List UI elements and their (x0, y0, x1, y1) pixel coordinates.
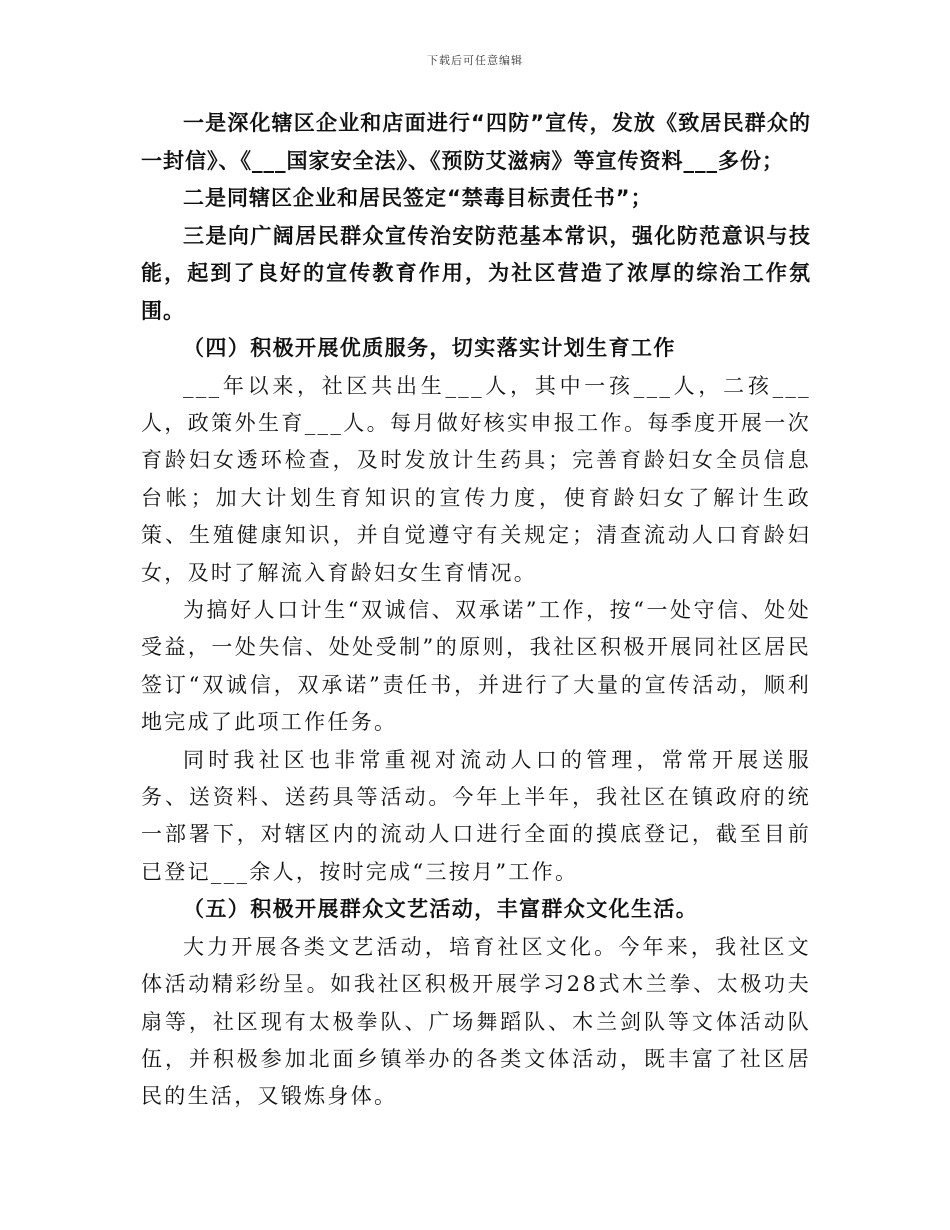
paragraph-propaganda-first: 一是深化辖区企业和店面进行“四防”宣传，发放《致居民群众的一封信》、《___国家安全法》、《预防艾滋病》等宣传资料___多份； (141, 111, 811, 173)
paragraph-floating-population: 同时我社区也非常重视对流动人口的管理，常常开展送服务、送资料、送药具等活动。今年上半年，我社区在镇政府的统一部署下，对辖区内的流动人口进行全面的摸底登记，截至目前已登记___余人，按时完成“三按月”工作。 (141, 747, 811, 884)
section-heading-culture: （五）积极开展群众文艺活动，丰富群众文化生活。 (183, 897, 699, 922)
section-heading-family-planning: （四）积极开展优质服务，切实落实计划生育工作 (183, 336, 676, 360)
document-body (141, 105, 811, 1116)
paragraph-births: ___年以来，社区共出生___人，其中一孩___人，二孩___人，政策外生育___人。每月做好核实申报工作。每季度开展一次育龄妇女透环检查，及时发放计生药具；完善育龄妇女全员信息台帐；加大计划生育知识的宣传力度，使育龄妇女了解计生政策、生殖健康知识，并自觉遵守有关规定；清查流动人口育龄妇女，及时了解流入育龄妇女生育情况。 (141, 373, 811, 585)
paragraph-propaganda-third: 三是向广阔居民群众宣传治安防范基本常识，强化防范意识与技能，起到了良好的宣传教育作用，为社区营造了浓厚的综治工作氛围。 (141, 223, 811, 323)
paragraph-double-integrity: 为搞好人口计生“双诚信、双承诺”工作，按“一处守信、处处受益，一处失信、处处受制”的原则，我社区积极开展同社区居民签订“双诚信，双承诺”责任书，并进行了大量的宣传活动，顺利地完成了此项工作任务。 (141, 597, 811, 735)
paragraph-cultural-activities: 大力开展各类文艺活动，培育社区文化。今年来，我社区文体活动精彩纷呈。如我社区积极开展学习28式木兰拳、太极功夫扇等，社区现有太极拳队、广场舞蹈队、木兰剑队等文体活动队伍，并积极参加北面乡镇举办的各类文体活动，既丰富了社区居民的生活，又锻炼身体。 (141, 934, 811, 1109)
page-header: 下载后可任意编辑 (427, 54, 523, 67)
paragraph-propaganda-second: 二是同辖区企业和居民签定“禁毒目标责任书”； (183, 186, 653, 210)
